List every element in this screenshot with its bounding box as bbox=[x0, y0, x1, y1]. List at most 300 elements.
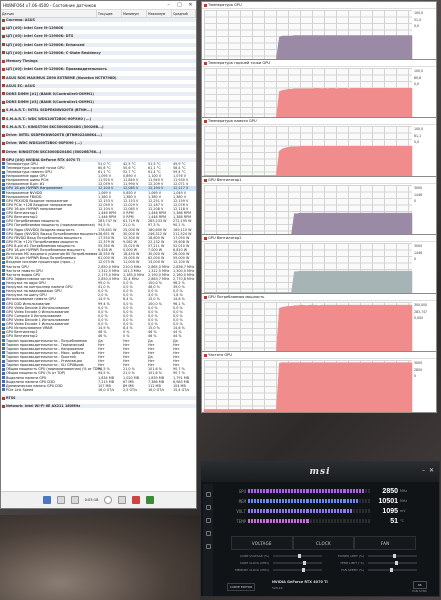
sensor-max-text: 101,6 % bbox=[148, 371, 163, 376]
sensor-icon bbox=[2, 277, 5, 280]
slider-thumb[interactable] bbox=[390, 568, 393, 572]
sensor-min bbox=[122, 388, 147, 392]
graph-area bbox=[204, 88, 412, 120]
meter-unit: °C bbox=[400, 519, 404, 523]
sensor-max bbox=[147, 100, 172, 104]
meter-segment bbox=[356, 509, 358, 513]
slider-track[interactable] bbox=[368, 569, 417, 571]
sensor-row[interactable] bbox=[1, 388, 196, 392]
sensor-avg-text: 12,071 V bbox=[173, 182, 189, 187]
sensor-cur-text: 12,153 V bbox=[98, 198, 114, 203]
meter-segment bbox=[362, 509, 364, 513]
settings-icon[interactable] bbox=[206, 518, 211, 523]
col-sensor[interactable]: Датчик bbox=[1, 10, 97, 17]
meter-segment bbox=[260, 489, 262, 493]
graph-series bbox=[204, 302, 412, 354]
meter-segment bbox=[270, 519, 272, 523]
sensor-name-text: Тормоз производительности - Простой bbox=[6, 354, 76, 359]
sensor-name-text: Частота видео GPU bbox=[6, 272, 41, 277]
tab-clock[interactable]: CLOCK bbox=[293, 536, 355, 550]
graph-series bbox=[204, 185, 412, 237]
sensor-min bbox=[122, 43, 147, 47]
meter-segment bbox=[334, 509, 336, 513]
hwinfo-titlebar[interactable] bbox=[1, 1, 196, 10]
meter-segment bbox=[260, 499, 262, 503]
oc-scanner-icon[interactable] bbox=[206, 544, 211, 549]
meter-segment bbox=[362, 489, 364, 493]
chip-icon bbox=[2, 35, 5, 38]
sensor-max-text: 57,211 W bbox=[148, 244, 165, 249]
sensor-icon bbox=[2, 162, 5, 165]
sensor-icon bbox=[2, 323, 5, 326]
meter-segment bbox=[279, 499, 281, 503]
sensor-min-text: 0 RPM bbox=[123, 211, 134, 216]
graph-title-bar[interactable] bbox=[202, 60, 436, 67]
chip-icon bbox=[2, 142, 5, 145]
sensor-cur bbox=[97, 92, 122, 96]
settings-icon[interactable] bbox=[118, 496, 126, 504]
graph-window[interactable] bbox=[201, 117, 437, 179]
sensor-group[interactable] bbox=[1, 141, 196, 145]
reset-icon[interactable] bbox=[132, 496, 140, 504]
sensor-min-text: 0,0 % bbox=[123, 293, 133, 298]
sensor-list[interactable] bbox=[1, 18, 196, 492]
sensor-avg bbox=[172, 108, 196, 112]
sensor-cur-text: Нет bbox=[98, 350, 105, 355]
meter-segment bbox=[310, 519, 312, 523]
meter-segment bbox=[316, 489, 318, 493]
sensor-cur-text: 99,4 % bbox=[98, 301, 110, 306]
sensor-cur-text: 17,550 W bbox=[98, 235, 115, 240]
sensor-max-text: 0,0 % bbox=[148, 309, 158, 314]
sensor-max-text: 46,0 % bbox=[148, 285, 160, 290]
meter-row bbox=[226, 486, 430, 496]
meter-segment bbox=[340, 519, 342, 523]
graph-icon[interactable] bbox=[146, 496, 154, 504]
sensor-avg-text: 12,159 V bbox=[173, 198, 189, 203]
afterburner-header[interactable] bbox=[201, 462, 439, 482]
sensor-cur-text: 51,0 °C bbox=[98, 161, 111, 166]
sensor-avg-text: Нет bbox=[173, 359, 180, 364]
sensor-cur-text: 0,0 % bbox=[98, 317, 108, 322]
sensor-min-text: 0,0 % bbox=[123, 281, 133, 285]
graph-values bbox=[414, 10, 436, 62]
sensor-name-text: GPU Вентилятор1 bbox=[6, 211, 38, 216]
meter-segment bbox=[270, 489, 272, 493]
tab-voltage[interactable]: VOLTAGE bbox=[231, 536, 293, 550]
meter-segment bbox=[322, 499, 324, 503]
tab-fan[interactable]: FAN bbox=[354, 536, 416, 550]
meter-segment bbox=[300, 519, 302, 523]
graph-window[interactable] bbox=[201, 234, 437, 296]
sensor-avg-text: 96,2 % bbox=[173, 281, 185, 285]
sensor-max-text: 100,0 % bbox=[148, 301, 163, 306]
col-min[interactable]: Минимум bbox=[122, 10, 147, 17]
sensor-max-text: 61,4 °C bbox=[148, 170, 161, 175]
sensor-cur-text: Да bbox=[98, 338, 103, 343]
close-icon[interactable]: ✕ bbox=[428, 467, 434, 474]
meter-segment bbox=[279, 509, 281, 513]
sensor-group[interactable] bbox=[1, 84, 196, 88]
meter-segment bbox=[254, 519, 256, 523]
col-current[interactable]: Текущее bbox=[97, 10, 122, 17]
sensor-min-text: 8,4 % bbox=[123, 326, 133, 331]
sensor-name-text: Нагрузка на ядро GPU bbox=[6, 281, 46, 285]
sensor-max-text: Нет bbox=[148, 350, 155, 355]
sensor-cur bbox=[97, 43, 122, 47]
sensor-cur-text: 16,0 GT/s bbox=[98, 387, 115, 392]
meter-segment bbox=[279, 489, 281, 493]
graph-title: Температура GPU bbox=[208, 3, 242, 7]
fan-speed bbox=[412, 580, 427, 593]
chip-icon bbox=[2, 43, 5, 46]
slider-track[interactable] bbox=[368, 562, 417, 564]
sensor-avg bbox=[172, 34, 196, 38]
meter-segment bbox=[260, 519, 262, 523]
chip-icon bbox=[2, 27, 5, 30]
afterburner-window bbox=[200, 461, 440, 597]
graph-title-bar[interactable] bbox=[202, 294, 436, 301]
hwinfo-icon bbox=[204, 179, 207, 182]
sensor-name bbox=[1, 149, 102, 154]
slider-thumb[interactable] bbox=[393, 554, 396, 558]
slider-label: TEMP LIMIT (°C) bbox=[340, 560, 364, 565]
graph-min: 0,000 bbox=[414, 316, 424, 320]
meter-segment bbox=[310, 499, 312, 503]
sensor-icon bbox=[2, 220, 5, 223]
sensor-max-text: 30,000 W bbox=[148, 252, 165, 257]
sensor-min-text: 0,0 % bbox=[123, 322, 133, 327]
meter-segment bbox=[282, 499, 284, 503]
elapsed-time: 0:05:18 bbox=[84, 498, 99, 502]
slider-thumb[interactable] bbox=[303, 561, 306, 565]
sensor-group[interactable] bbox=[1, 150, 196, 154]
slider-label: MEMORY CLOCK (MHz) bbox=[235, 567, 269, 572]
graph-current: 283,747 bbox=[414, 309, 428, 314]
sensor-cur bbox=[97, 396, 122, 400]
sensor-cur bbox=[97, 59, 122, 63]
sensor-cur-text: 2,850,4 MHz bbox=[98, 276, 120, 281]
meter-segment bbox=[257, 509, 259, 513]
monitor-icon[interactable] bbox=[206, 531, 211, 536]
slider-track[interactable] bbox=[273, 562, 322, 564]
sensor-avg bbox=[172, 404, 196, 408]
sensor-group[interactable] bbox=[1, 26, 196, 30]
meter-segment bbox=[359, 509, 361, 513]
sensor-avg-text: 2,836,7 MHz bbox=[173, 264, 195, 269]
layout-icon[interactable] bbox=[57, 496, 65, 504]
sensor-max-text: 180,600 W bbox=[148, 227, 167, 232]
graph-title-bar[interactable] bbox=[202, 235, 436, 242]
sensor-max bbox=[147, 396, 172, 400]
sensor-max bbox=[147, 67, 172, 71]
sensor-avg-text: 1,380 V bbox=[173, 194, 187, 199]
controls-panel bbox=[229, 552, 419, 582]
maximize-icon[interactable]: □ bbox=[177, 2, 182, 8]
sensor-cur-text: 12,059 V bbox=[98, 202, 114, 207]
slider-thumb[interactable] bbox=[298, 554, 301, 558]
chip-icon bbox=[2, 68, 5, 71]
sensor-icon bbox=[2, 360, 5, 363]
sensor-max-text: 7,000 W bbox=[148, 248, 163, 253]
sensor-max-text: 15,0 % bbox=[148, 326, 160, 331]
meter-segment bbox=[334, 499, 336, 503]
meter-segment bbox=[273, 509, 275, 513]
sensor-cur-text: 1,069 V bbox=[98, 190, 112, 195]
sensor-cur bbox=[97, 108, 122, 112]
sensor-name bbox=[1, 92, 97, 96]
sensor-min-text: Нет bbox=[123, 346, 130, 351]
network-icon[interactable] bbox=[43, 496, 51, 504]
graph-title-bar[interactable] bbox=[202, 352, 436, 359]
arrows-icon[interactable] bbox=[71, 496, 79, 504]
slider-thumb[interactable] bbox=[395, 561, 398, 565]
meter-segment bbox=[273, 489, 275, 493]
sensor-max-text: 12,194 V bbox=[148, 186, 164, 191]
kboost-icon[interactable] bbox=[206, 492, 211, 497]
sensor-icon bbox=[2, 351, 5, 354]
meter-segment bbox=[328, 489, 330, 493]
sensor-icon bbox=[2, 380, 5, 383]
graph-window[interactable] bbox=[201, 293, 437, 355]
info-icon[interactable] bbox=[206, 505, 211, 510]
chip-icon bbox=[2, 150, 5, 153]
meter-segment bbox=[350, 499, 352, 503]
sensor-icon bbox=[2, 166, 5, 169]
sensor-cur-text: Нет bbox=[98, 346, 105, 351]
afterburner-sidebar bbox=[203, 484, 213, 596]
graph-title-bar[interactable] bbox=[202, 2, 436, 9]
chip-icon bbox=[2, 158, 5, 161]
sensor-cur-text: 11,920 V bbox=[98, 178, 114, 183]
close-icon[interactable]: ✕ bbox=[188, 2, 193, 8]
sensor-icon bbox=[2, 208, 5, 211]
sensor-group[interactable] bbox=[1, 67, 196, 71]
meter-segment bbox=[359, 519, 361, 523]
meter-segment bbox=[270, 509, 272, 513]
slider-thumb[interactable] bbox=[302, 568, 305, 572]
sensor-group[interactable] bbox=[1, 34, 196, 38]
sensor-cur-text: 0,0 % bbox=[98, 289, 108, 294]
graph-window[interactable] bbox=[201, 59, 437, 121]
slider-track[interactable] bbox=[273, 555, 322, 557]
sensor-name-text: Drive: WDC WDS100T2B0C-00PXH0 (...) bbox=[6, 141, 82, 146]
sensor-name-text: Динамическая память GPU D3D bbox=[6, 383, 63, 388]
sensor-max-text: 1,448 RPM bbox=[148, 215, 167, 220]
sensor-cur-text: 1,446 RPM bbox=[98, 215, 117, 220]
sensor-cur-text: 107 MB bbox=[98, 383, 111, 388]
sensor-max-text: 1,100 V bbox=[148, 174, 162, 179]
sensor-name bbox=[1, 43, 97, 47]
sensor-group[interactable] bbox=[1, 117, 196, 121]
graph-window[interactable] bbox=[201, 351, 437, 413]
slider-track[interactable] bbox=[273, 569, 322, 571]
sensor-cur bbox=[97, 141, 122, 145]
sensor-cur-text: 14,9 % bbox=[98, 326, 110, 331]
sensor-min-text: Нет bbox=[123, 354, 130, 359]
sensor-group[interactable] bbox=[1, 43, 196, 47]
sensor-name-text: ЦП [#0]: Intel Core i9-12900K: C-State Residency bbox=[6, 50, 101, 55]
sensor-group[interactable] bbox=[1, 92, 196, 96]
sensor-group[interactable] bbox=[1, 125, 196, 129]
hwinfo-icon bbox=[204, 120, 207, 123]
sensor-name-text: Тормоз производительности - Напряжение bbox=[6, 346, 84, 351]
sensor-min-text: 15,020 W bbox=[123, 244, 140, 249]
sensor-name-text: Использование памяти GPU bbox=[6, 297, 56, 302]
sensor-cur-text: 1,095 V bbox=[98, 174, 112, 179]
meter-segment bbox=[288, 519, 290, 523]
sensor-name-text: ASUS EC: ASUS bbox=[6, 83, 36, 88]
sensor-group[interactable] bbox=[1, 108, 196, 112]
slider-track[interactable] bbox=[368, 555, 417, 557]
hwinfo-icon bbox=[204, 237, 207, 240]
meter-segment bbox=[313, 519, 315, 523]
graph-min: 0 bbox=[414, 257, 417, 261]
sensor-name-text: ЦП [#0]: Intel Core i9-12900K: Enhanced bbox=[6, 42, 85, 47]
meter-segment bbox=[300, 509, 302, 513]
sensor-avg-text: 52,010 W bbox=[173, 244, 190, 249]
sensor-name-text: GPU Video Encode 1 Использование bbox=[6, 322, 69, 327]
sensor-icon bbox=[2, 175, 5, 178]
sensor-cur bbox=[97, 133, 122, 137]
sensor-group[interactable] bbox=[1, 100, 196, 104]
graph-max: 100,0 bbox=[414, 69, 424, 73]
chip-icon bbox=[2, 19, 5, 22]
slider-label: FAN SPEED (%) bbox=[341, 567, 364, 572]
sensor-max-text: 16,0 GT/s bbox=[148, 387, 165, 392]
sensor-icon bbox=[2, 355, 5, 358]
curve-editor-button[interactable]: CURVE EDITOR bbox=[227, 583, 255, 591]
sensor-cur bbox=[97, 117, 122, 121]
sensor-min-text: 12,153 V bbox=[123, 198, 139, 203]
meter-segment bbox=[294, 519, 296, 523]
sensor-max-text: 46 % bbox=[148, 334, 157, 339]
sensor-min-text: 9,082 W bbox=[123, 239, 138, 244]
sensor-name-text: GPU Использование VRAM bbox=[6, 326, 53, 331]
sensor-max-text: 7,386 MB bbox=[148, 379, 165, 384]
col-max[interactable]: Максимум bbox=[147, 10, 172, 17]
graph-window[interactable] bbox=[201, 176, 437, 238]
sensor-cur-text: 12,104 V bbox=[98, 186, 114, 191]
meter-segment bbox=[334, 519, 336, 523]
sensor-cur-text: 46 % bbox=[98, 330, 107, 335]
sensor-icon bbox=[2, 236, 5, 239]
sensor-cur-text: 2,850,0 MHz bbox=[98, 264, 120, 269]
sensor-max-text: 12,187 V bbox=[148, 202, 164, 207]
sensor-cur-text: 46 % bbox=[98, 334, 107, 339]
fan-speed-value[interactable]: 46 bbox=[413, 581, 427, 589]
sensor-avg-text: 0,0 % bbox=[173, 289, 183, 294]
meter-segment bbox=[306, 519, 308, 523]
sensor-name-text: Частота GPU bbox=[6, 264, 29, 269]
meter-label: MEM bbox=[238, 498, 246, 504]
meter-segment bbox=[248, 509, 250, 513]
sensor-avg-text: Нет bbox=[173, 342, 180, 347]
clock-icon[interactable] bbox=[104, 496, 112, 504]
meter-segment bbox=[368, 509, 370, 513]
sensor-name-text: S.M.A.R.T.: INTEL SSDPEKNW020T8 (BTNH...) bbox=[6, 108, 93, 113]
sensor-max-text: 12,251 V bbox=[148, 198, 164, 203]
chip-icon bbox=[2, 134, 5, 137]
sensor-avg bbox=[172, 117, 196, 121]
sensor-name-text: GPU Потребляемая мощность (нормализованная) bbox=[6, 223, 95, 228]
sensor-cur-text: 0,0 % bbox=[98, 305, 108, 310]
sensor-cur-text: 94,5 % bbox=[98, 367, 110, 372]
graph-values bbox=[414, 185, 436, 237]
sensor-max-text: 61,1 °C bbox=[148, 165, 161, 170]
sensor-name bbox=[1, 67, 108, 72]
graph-title-bar[interactable] bbox=[202, 177, 436, 184]
sensor-name-text: Напряжение 8-pin #1 bbox=[6, 182, 45, 187]
meter-segment bbox=[328, 519, 330, 523]
sensor-cur-text: 12,104 V bbox=[98, 207, 114, 212]
sensor-min-text: 12,085 V bbox=[123, 186, 139, 191]
graph-min: 0 bbox=[414, 199, 417, 203]
sensor-group[interactable] bbox=[1, 51, 196, 55]
meter-segment bbox=[251, 509, 253, 513]
meter-segment bbox=[356, 489, 358, 493]
graph-current: 51,0 bbox=[414, 17, 422, 22]
meter-segment bbox=[340, 499, 342, 503]
sensor-min-text: 0,0 % bbox=[123, 289, 133, 294]
sensor-name-text: GPU 8-pin #1 Потребляемая мощность bbox=[6, 244, 75, 249]
sensor-name-text: Напряжение FBVDD bbox=[6, 194, 42, 199]
sensor-group[interactable] bbox=[1, 396, 196, 400]
meter-segment bbox=[337, 509, 339, 513]
sensor-avg-text: 1,076 V bbox=[173, 174, 187, 179]
sensor-group[interactable] bbox=[1, 76, 196, 80]
sensor-group[interactable] bbox=[1, 133, 196, 137]
sensor-group[interactable] bbox=[1, 404, 196, 408]
fan-sync-button[interactable]: FAN SYNC bbox=[412, 589, 427, 593]
graph-window[interactable] bbox=[201, 1, 437, 63]
sensor-name-text: Температура GPU bbox=[6, 161, 38, 166]
sensor-min-text: 1,380 V bbox=[123, 194, 137, 199]
meter-segment bbox=[368, 499, 370, 503]
sensor-icon bbox=[2, 273, 5, 276]
sensor-max-text: 246,312 W bbox=[148, 231, 167, 236]
sensor-icon bbox=[2, 187, 5, 190]
chip-icon bbox=[2, 92, 5, 95]
minimize-icon[interactable]: – bbox=[422, 467, 425, 474]
sensor-icon bbox=[2, 294, 5, 297]
sensor-group[interactable] bbox=[1, 18, 196, 22]
sensor-cur bbox=[97, 388, 122, 392]
graph-area bbox=[204, 146, 412, 178]
hwinfo-icon bbox=[204, 62, 207, 65]
sensor-cur-text: 14,9 % bbox=[98, 297, 110, 302]
meter-segment bbox=[291, 509, 293, 513]
sensor-icon bbox=[2, 368, 5, 371]
sensor-cur-text: 61,000 W bbox=[98, 256, 115, 261]
sensor-icon bbox=[2, 240, 5, 243]
col-avg[interactable]: Средний bbox=[172, 10, 196, 17]
sensor-name-text: GPU Video Decode 0 Использование bbox=[6, 305, 70, 310]
minimize-icon[interactable]: – bbox=[167, 2, 170, 8]
sensor-min bbox=[122, 117, 147, 121]
sensor-icon bbox=[2, 331, 5, 334]
sensor-max-text: 0,0 % bbox=[148, 317, 158, 322]
hwinfo-icon bbox=[204, 296, 207, 299]
sensor-min-text: 42,5 °C bbox=[123, 161, 136, 166]
sensor-min-text: 12,029 V bbox=[123, 202, 139, 207]
sensor-avg-text: 6,983 MB bbox=[173, 379, 190, 384]
graph-current: 1446 bbox=[414, 192, 423, 197]
meter-value: 10501 bbox=[378, 497, 398, 505]
meter-segment bbox=[353, 489, 355, 493]
graph-title-bar[interactable] bbox=[202, 118, 436, 125]
sensor-group[interactable] bbox=[1, 59, 196, 63]
